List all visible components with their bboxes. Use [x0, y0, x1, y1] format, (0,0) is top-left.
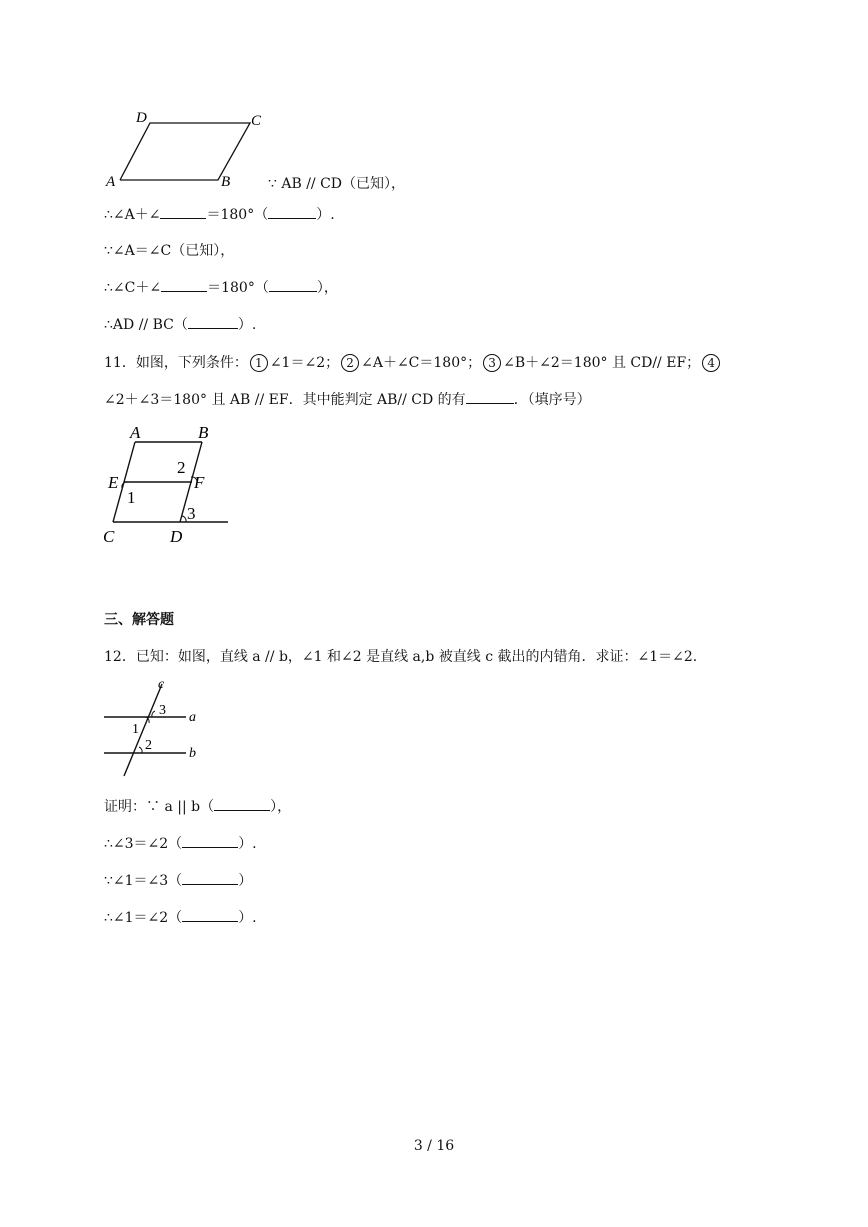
page-number: 3 / 16: [413, 1138, 455, 1154]
p10-line5: [104, 314, 256, 334]
q12-text: 12．已知：如图，直线 a // b，∠1 和∠2 是直线 a,b 被直线 c 截出的内错角．求证：∠1＝∠2．: [104, 649, 707, 665]
label-D: D: [136, 110, 147, 126]
proof-l4b: ）.: [238, 910, 257, 926]
blank-2[interactable]: [268, 218, 316, 219]
fig12-c: c: [158, 677, 165, 692]
proof-l1a: 证明：∵ a || b（: [104, 799, 215, 815]
label-B: B: [221, 174, 231, 190]
p10-l2b: ＝180°（: [206, 207, 269, 223]
proof-l1b: ），: [270, 799, 292, 815]
p10-l5a: ∴AD // BC（: [104, 317, 188, 333]
fig11-F: F: [194, 473, 205, 492]
circle-1: 1: [250, 354, 268, 372]
p10-line4: [104, 277, 338, 297]
circle-4: 4: [702, 354, 720, 372]
p10-l4b: ＝180°（: [207, 280, 269, 296]
fig11-B: B: [198, 423, 209, 442]
figure-11: [100, 420, 240, 550]
fig11-2: 2: [177, 458, 186, 477]
fig11-1: 1: [127, 488, 136, 507]
q11-t1: ∠1＝∠2；: [269, 355, 340, 371]
p10-line3: ∵∠A＝∠C（已知），: [104, 243, 235, 259]
q11-l2b: ．（填序号）: [513, 392, 591, 408]
section-heading: 三、解答题: [104, 612, 174, 628]
p10-line1: ∵ AB // CD（已知），: [268, 176, 406, 192]
blank-3[interactable]: [161, 291, 207, 292]
parallelogram-figure: [100, 105, 280, 195]
fig12-a: a: [189, 710, 196, 725]
fig11-A: A: [130, 423, 141, 442]
p10-l5b: ）.: [237, 317, 257, 333]
fig12-2: 2: [145, 738, 152, 753]
blank-proof-2[interactable]: [182, 847, 238, 848]
q11-t2: ∠A＋∠C＝180°；: [361, 355, 482, 371]
circle-2: 2: [341, 354, 359, 372]
fig12-1: 1: [132, 722, 139, 737]
blank-5[interactable]: [188, 328, 238, 329]
proof-l2b: ）.: [238, 836, 257, 852]
fig12-3: 3: [159, 703, 166, 718]
q11-l2a: ∠2＋∠3＝180° 且 AB // EF．其中能判定 AB// CD 的有: [104, 392, 466, 408]
fig11-E: E: [108, 473, 119, 492]
proof-l3a: ∵∠1＝∠3（: [104, 873, 183, 889]
p10-l2c: ）.: [316, 207, 335, 223]
q11-num: 11．如图，下列条件：: [104, 355, 248, 371]
proof-line2: [104, 833, 257, 853]
figure-12: [100, 676, 210, 781]
proof-l3b: ）: [238, 873, 253, 889]
proof-line4: [104, 907, 257, 927]
fig11-D: D: [170, 527, 183, 546]
proof-l4a: ∴∠1＝∠2（: [104, 910, 183, 926]
circle-3: 3: [483, 354, 501, 372]
label-A: A: [106, 174, 116, 190]
p10-l4c: ），: [316, 280, 338, 296]
blank-1[interactable]: [160, 218, 206, 219]
p10-l4a: ∴∠C＋∠: [104, 280, 162, 296]
blank-4[interactable]: [269, 291, 317, 292]
fig11-C: C: [103, 527, 115, 546]
proof-line1: [104, 796, 291, 816]
p10-l2a: ∴∠A＋∠: [104, 207, 161, 223]
blank-proof-3[interactable]: [182, 884, 238, 885]
proof-l2a: ∴∠3＝∠2（: [104, 836, 183, 852]
blank-q11[interactable]: [466, 403, 514, 404]
blank-proof-1[interactable]: [214, 810, 270, 811]
q11-t3: ∠B＋∠2＝180° 且 CD// EF；: [503, 355, 701, 371]
proof-line3: [104, 870, 252, 890]
q11-line2: [104, 389, 591, 409]
p10-line2: [104, 204, 335, 224]
fig12-b: b: [189, 746, 196, 761]
blank-proof-4[interactable]: [182, 921, 238, 922]
label-C: C: [251, 113, 262, 129]
fig11-3: 3: [187, 504, 196, 523]
q11-line1: [104, 352, 722, 372]
